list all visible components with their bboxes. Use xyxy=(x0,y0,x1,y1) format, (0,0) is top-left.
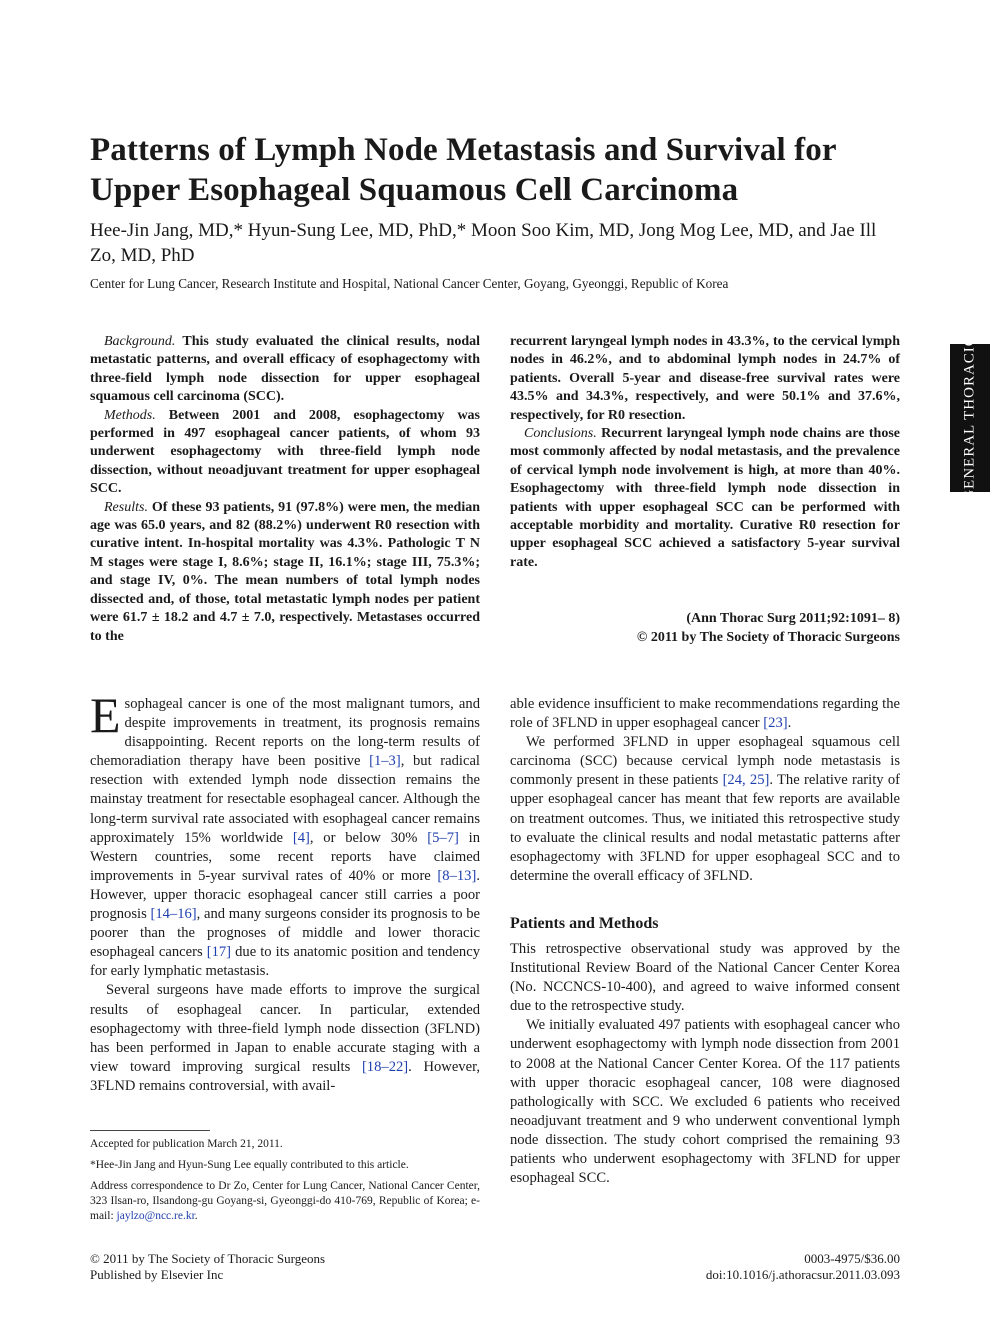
footer-publisher: Published by Elsevier Inc xyxy=(90,1267,224,1282)
drop-cap: E xyxy=(90,687,121,743)
abstract-background xyxy=(90,333,480,407)
body-text: Several surgeons have made efforts to improve the surgical results of esophageal cancer. In particular, extended esophagectomy with three-field lymph node dissection (3FLND) has been performed in Japan to enable accurate staging with a view toward improving surgical results xyxy=(90,982,480,1075)
reference-link[interactable]: [24, 25] xyxy=(722,772,770,789)
methods-paragraph-2: We initially evaluated 497 patients with esophageal cancer who underwent esophagectomy with lymph node dissection from 2001 to 2008 at the National Cancer Center Korea. Of the 117 patients with upper thoracic esophageal cancer, 108 were diagnosed pathologically with SCC. We excluded 6 patients who received neoadjuvant treatment and 9 who underwent conventional lymph node dissection. The study cohort comprised the remaining 93 patients who underwent esophagectomy with 3FLND for upper esophageal SCC. xyxy=(510,1017,900,1187)
footnote-accepted: Accepted for publication March 21, 2011. xyxy=(90,1138,283,1150)
reference-link[interactable]: [5–7] xyxy=(427,829,459,846)
reference-link[interactable]: [8–13] xyxy=(437,867,477,884)
side-tab-label: GENERAL THORACIC xyxy=(961,335,978,501)
address-end: . xyxy=(194,1210,198,1222)
footnote-address xyxy=(90,1179,480,1224)
abstract-left-column xyxy=(90,333,480,646)
footer-issn-price: 0003-4975/$36.00 xyxy=(804,1251,900,1266)
methods-paragraph-1: This retrospective observational study was approved by the Institutional Review Board of the National Cancer Center Korea (No. NCCNCS-10-400), and agreed to waive informed consent due to the retrospective study. xyxy=(510,940,900,1015)
abstract-right-column xyxy=(510,333,900,572)
reference-link[interactable]: [18–22] xyxy=(361,1058,409,1075)
results-label: Results. xyxy=(104,499,148,515)
body-right-column xyxy=(510,695,900,1188)
methods-label: Methods. xyxy=(104,407,156,423)
footnotes xyxy=(90,1137,480,1230)
reference-link[interactable]: [23] xyxy=(763,715,788,732)
copyright-line: © 2011 by The Society of Thoracic Surgeons xyxy=(636,630,900,645)
body-text: in Western countries, some recent reports have claimed improvements in 5-year survival rates of 40% or more xyxy=(90,829,480,884)
address-text: Address correspondence to Dr Zo, Center for Lung Cancer, National Cancer Center, 323 Ilsan-ro, Ilsandong-gu Goyang-si, Gyeonggi-do 410-769, Republic of Korea; e-mail: xyxy=(90,1180,480,1222)
abstract-results xyxy=(90,499,480,646)
footer-right xyxy=(510,1251,900,1283)
results-text: Of these 93 patients, 91 (97.8%) were men, the median age was 65.0 years, and 82 (88.2%) underwent R0 resection with curative intent. In-hospital mortality was 4.3%. Pathologic T N M stages were stage I, 8.6%; stage II, 16.1%; stage III, 75.3%; and stage IV, 0%. The mean numbers of total lymph nodes dissected and, of those, total metastatic lymph nodes per patient were 61.7 ± 18.2 and 4.7 ± 7.0, respectively. Metastases occurred to the xyxy=(90,499,480,644)
abstract-conclusions xyxy=(510,425,900,572)
intro-paragraph-2 xyxy=(90,981,480,1096)
background-label: Background. xyxy=(104,334,176,349)
citation-block xyxy=(510,609,900,647)
email-link[interactable]: jaylzo@ncc.re.kr xyxy=(116,1210,195,1222)
body-text: , but radical resection with extended lymph node dissection remains the mainstay treatment for resectable esophageal cancer. Although the long-term survival rate associated with esophageal cancer remains approximately 15% worldwide xyxy=(90,753,480,846)
footer-copyright: © 2011 by The Society of Thoracic Surgeons xyxy=(90,1251,326,1266)
body-text: due to its anatomic position and tendency for early lymphatic metastasis. xyxy=(90,944,481,980)
footer-doi[interactable]: doi:10.1016/j.athoracsur.2011.03.093 xyxy=(705,1267,900,1282)
footnote-equal-contribution: *Hee-Jin Jang and Hyun-Sung Lee equally contributed to this article. xyxy=(90,1159,409,1171)
body-text: sophageal cancer is one of the most malignant tumors, and despite improvements in treatment, its prognosis remains disappointing. Recent reports on the long-term results of chemoradiation therapy have been positive xyxy=(90,696,480,770)
methods-text: Between 2001 and 2008, esophagectomy was performed in 497 esophageal cancer patients, of whom 93 underwent esophagectomy with three-field lymph node dissection, without neoadjuvant treatment for upper esophageal SCC. xyxy=(90,407,480,497)
author-list: Hee-Jin Jang, MD,* Hyun-Sung Lee, MD, PhD,* Moon Soo Kim, MD, Jong Mog Lee, MD, and Jae Ill Zo, MD, PhD xyxy=(90,220,877,266)
body-left-column xyxy=(90,687,481,1096)
affiliation: Center for Lung Cancer, Research Institute and Hospital, National Cancer Center, Goyang, Gyeonggi, Republic of Korea xyxy=(90,276,729,291)
body-text: . However, upper thoracic esophageal cancer still carries a poor prognosis xyxy=(90,867,480,923)
body-text: We performed 3FLND in upper esophageal squamous cell carcinoma (SCC) because cervical lymph node metastasis is commonly present in these patients xyxy=(510,734,900,789)
reference-link[interactable]: [4] xyxy=(292,829,310,846)
body-text: , and many surgeons consider its prognosis to be poorer than the prognoses of middle and lower thoracic esophageal cancers xyxy=(90,906,481,961)
intro-paragraph-1 xyxy=(90,687,481,981)
journal-citation: (Ann Thorac Surg 2011;92:1091– 8) xyxy=(686,611,900,626)
reference-link[interactable]: [17] xyxy=(206,944,232,961)
section-side-tab xyxy=(950,335,990,501)
body-text: . The relative rarity of upper esophageal cancer has meant that few reports are available on treatment outcomes. Thus, we initiated this retrospective study to evaluate the clinical results and nodal metastatic patterns after esophagectomy with 3FLND for upper esophageal SCC and to determine the overall efficacy of 3FLND. xyxy=(510,772,900,884)
intro-paragraph-continued xyxy=(510,695,900,733)
body-text: able evidence insufficient to make recommendations regarding the role of 3FLND in upper esophageal cancer xyxy=(510,696,900,732)
footer-left xyxy=(90,1251,480,1283)
conclusions-label: Conclusions. xyxy=(524,426,597,442)
footnote-divider xyxy=(90,1130,210,1131)
article-title: Patterns of Lymph Node Metastasis and Survival for Upper Esophageal Squamous Cell Carcinoma xyxy=(90,132,836,208)
abstract-methods xyxy=(90,407,480,499)
body-text: . However, 3FLND remains controversial, with avail- xyxy=(90,1058,480,1094)
abstract-results-continued: recurrent laryngeal lymph nodes in 43.3%, to the cervical lymph nodes in 46.2%, and to abdominal lymph nodes in 24.7% of patients. Overall 5-year and disease-free survival rates were 43.5% and 34.3%, respectively, and were 50.1% and 37.6%, respectively, for R0 resection. xyxy=(510,334,900,423)
body-text: . xyxy=(787,715,792,732)
reference-link[interactable]: [14–16] xyxy=(150,906,197,923)
reference-link[interactable]: [1–3] xyxy=(369,753,401,770)
body-text: , or below 30% xyxy=(309,829,428,846)
background-text: This study evaluated the clinical results, nodal metastatic patterns, and overall efficacy of esophagectomy with three-field lymph node dissection for upper esophageal squamous cell carcinoma (SCC). xyxy=(90,334,480,405)
intro-paragraph-3 xyxy=(510,733,900,886)
conclusions-text: Recurrent laryngeal lymph node chains are those most commonly affected by nodal metastasis, and the prevalence of cervical lymph node involvement is high, at more than 40%. Esophagectomy with three-field lymph node dissection in patients with upper esophageal SCC can be performed with acceptable morbidity and mortality. Curative R0 resection for upper esophageal SCC achieved a satisfactory 5-year survival rate. xyxy=(510,426,900,570)
section-heading-methods: Patients and Methods xyxy=(510,914,659,932)
